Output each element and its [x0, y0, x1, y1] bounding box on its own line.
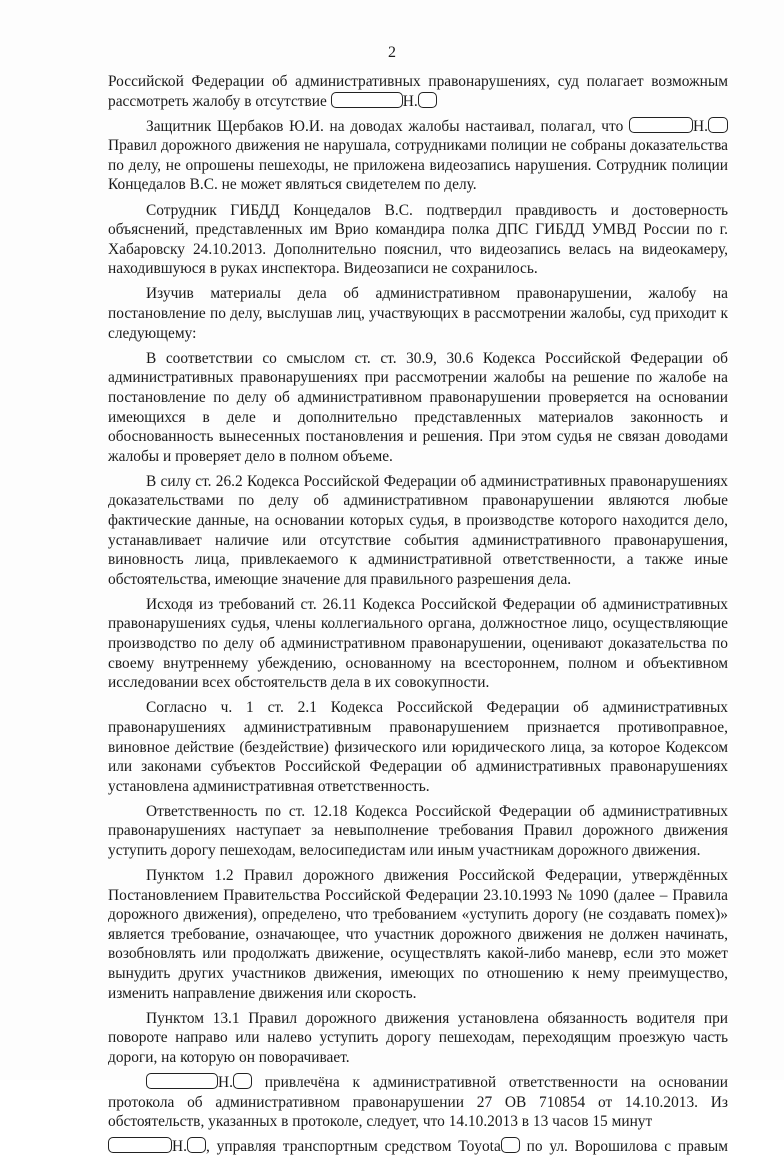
redaction-box	[108, 1137, 172, 1153]
paragraph: Изучив материалы дела об административном правонарушении, жалобу на постановление по делу, выслушав лиц, участвующих в рассмотрении жалобы, суд приходит к следующему:	[108, 285, 728, 342]
paragraph: Согласно ч. 1 ст. 2.1 Кодекса Российской Федерации об административных правонарушениях административным правонарушением признается противоправное, виновное действие (бездействие) физического или юридического лица, за которое Кодексом или законами субъектов Российской Федерации об административных правонарушениях установлена административная ответственность.	[108, 699, 728, 795]
document-body	[108, 72, 728, 1157]
redaction-box	[501, 1137, 520, 1153]
redaction-box	[331, 92, 403, 108]
paragraph: Исходя из требований ст. 26.11 Кодекса Российской Федерации об административных правонарушениях судья, члены коллегиального органа, должностное лицо, осуществляющие производство по делу об административном правонарушении, оценивают доказательства по своему внутреннему убеждению, основанному на всестороннем, полном и объективном исследовании всех обстоятельств дела в их совокупности.	[108, 595, 728, 692]
paragraph: Н. , управляя транспортным средством Toyota по ул. Ворошилова с правым	[108, 1137, 728, 1157]
paragraph: В соответствии со смыслом ст. ст. 30.9, 30.6 Кодекса Российской Федерации об административных правонарушениях при рассмотрении жалобы на решение по жалобе на постановление по делу об административном правонарушении проверяется на основании имеющихся в деле и дополнительно представленных материалов законность и обоснованность вынесенных постановления и решения. При этом судья не связан доводами жалобы и проверяет дело в полном объеме.	[108, 349, 728, 465]
redaction-box	[708, 117, 728, 133]
page-number: 2	[388, 44, 396, 61]
redaction-box	[187, 1137, 206, 1153]
paragraph: Ответственность по ст. 12.18 Кодекса Российской Федерации об административных правонарушениях наступает за невыполнение требования Правил дорожного движения уступить дорогу пешеходам, велосипедистам или иным участникам дорожного движения.	[108, 802, 728, 859]
paragraph: Сотрудник ГИБДД Концедалов В.С. подтвердил правдивость и достоверность объяснений, представленных им Врио командира полка ДПС ГИБДД УМВД России по г. Хабаровску 24.10.2013. Дополнительно пояснил, что видеозапись велась на видеокамеру, находившуюся в руках инспектора. Видеозаписи не сохранилось.	[108, 201, 728, 278]
paragraph: Российской Федерации об административных правонарушениях, суд полагает возможным рассмотреть жалобу в отсутствие Н.	[108, 73, 728, 110]
paragraph: Защитник Щербаков Ю.И. на доводах жалобы настаивал, полагал, что Н. Правил дорожного движения не нарушала, сотрудниками полиции не собраны доказательства по делу, не опрошены пешеходы, не приложена видеозапись нарушения. Сотрудник полиции Концедалов В.С. не может являться свидетелем по делу.	[108, 117, 728, 194]
paragraph: Пунктом 13.1 Правил дорожного движения установлена обязанность водителя при повороте направо или налево уступить дорогу пешеходам, переходящим проезжую часть дороги, на которую он поворачивает.	[108, 1009, 728, 1066]
paragraph: Пунктом 1.2 Правил дорожного движения Российской Федерации, утверждённых Постановлением Правительства Российской Федерации 23.10.1993 № 1090 (далее – Правила дорожного движения), определено, что требованием «уступить дорогу (не создавать помех)» является требование, означающее, что участник дорожного движения не должен начинать, возобновлять или продолжать движение, осуществлять какой-либо маневр, если это может вынудить других участников движения, имеющих по отношению к нему преимущество, изменить направление движения или скорость.	[108, 867, 728, 1002]
redaction-box	[233, 1073, 252, 1089]
paragraph: В силу ст. 26.2 Кодекса Российской Федерации об административных правонарушениях доказательствами по делу об административном правонарушении являются любые фактические данные, на основании которых судья, в производстве которого находится дело, устанавливает наличие или отсутствие события административного правонарушения, виновность лица, привлекаемого к административной ответственности, а также иные обстоятельства, имеющие значение для правильного разрешения дела.	[108, 472, 728, 588]
redaction-box	[629, 117, 693, 133]
paragraph: Н. привлечёна к административной ответственности на основании протокола об административном правонарушении 27 ОВ 710854 от 14.10.2013. Из обстоятельств, указанных в протоколе, следует, что 14.10.2013 в 13 часов 15 минут	[108, 1074, 728, 1131]
redaction-box	[146, 1073, 218, 1089]
redaction-box	[418, 92, 437, 108]
